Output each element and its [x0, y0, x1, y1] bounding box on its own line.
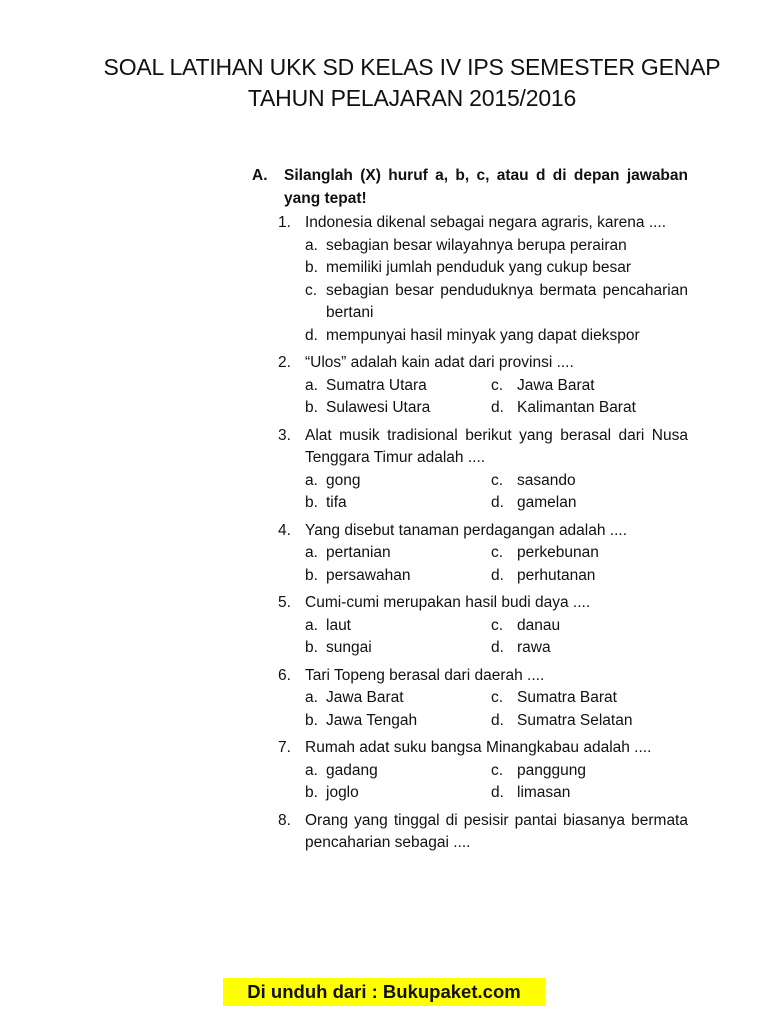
question-number: 6. [278, 666, 291, 684]
question-text: Yang disebut tanaman perdagangan adalah .... [305, 521, 628, 539]
question-8 [252, 810, 688, 855]
option-letter: d. [305, 326, 318, 344]
option-text: danau [517, 616, 561, 634]
option-a [305, 542, 491, 565]
option-b [305, 782, 491, 805]
option-a [305, 687, 491, 710]
option-grid [305, 470, 688, 515]
question-3 [252, 425, 688, 515]
option-c [305, 280, 688, 325]
option-a [305, 470, 491, 493]
question-number: 1. [278, 214, 291, 231]
option-letter: d. [491, 639, 504, 656]
question-number: 8. [278, 811, 291, 829]
option-a [305, 375, 491, 398]
option-letter: c. [491, 544, 504, 561]
question-7 [252, 737, 688, 805]
option-letter: a. [305, 236, 318, 254]
document-title [0, 52, 768, 114]
option-list [305, 235, 688, 348]
option-b [305, 492, 491, 515]
option-c [491, 470, 691, 493]
question-1 [252, 212, 688, 347]
option-letter: b. [305, 494, 318, 511]
question-text: Alat musik tradisional berikut yang berasal dari Nusa Tenggara Timur adalah .... [305, 426, 688, 466]
option-d [491, 565, 691, 588]
section-a [252, 165, 688, 855]
option-b [305, 565, 491, 588]
option-letter: c. [491, 689, 504, 706]
question-text: Orang yang tinggal di pesisir pantai biasanya bermata pencaharian sebagai .... [305, 811, 688, 851]
option-text: gong [326, 471, 361, 489]
option-a [305, 235, 688, 258]
option-c [491, 542, 691, 565]
option-text: tifa [326, 494, 347, 511]
option-letter: b. [305, 784, 318, 801]
option-text: sasando [517, 471, 576, 489]
option-letter: d. [491, 494, 504, 511]
option-text: pertanian [326, 544, 391, 561]
option-text: sebagian besar wilayahnya berupa perairan [326, 236, 627, 254]
option-letter: a. [305, 471, 318, 489]
question-4 [252, 520, 688, 588]
option-a [305, 760, 491, 783]
option-letter: a. [305, 761, 318, 779]
option-grid [305, 615, 688, 660]
option-c [491, 375, 691, 398]
question-text: Rumah adat suku bangsa Minangkabau adalah .... [305, 739, 652, 756]
option-text: perkebunan [517, 544, 599, 561]
option-letter: c. [491, 376, 504, 394]
option-text: rawa [517, 639, 551, 656]
question-text: Cumi-cumi merupakan hasil budi daya .... [305, 594, 591, 611]
question-number: 7. [278, 739, 291, 756]
question-text: “Ulos” adalah kain adat dari provinsi .... [305, 354, 574, 371]
option-d [491, 637, 691, 660]
option-text: persawahan [326, 566, 411, 584]
title-line-1: SOAL LATIHAN UKK SD KELAS IV IPS SEMESTER GENAP [103, 54, 721, 80]
option-letter: d. [491, 399, 504, 416]
option-grid [305, 687, 688, 732]
option-letter: d. [491, 566, 504, 584]
option-letter: c. [491, 616, 504, 634]
question-text: Indonesia dikenal sebagai negara agraris, karena .... [305, 214, 667, 231]
section-letter: A. [252, 167, 268, 184]
footer-text: Di unduh dari : Bukupaket.com [247, 981, 521, 1002]
question-5 [252, 592, 688, 660]
option-c [491, 615, 691, 638]
option-text: joglo [326, 784, 359, 801]
option-a [305, 615, 491, 638]
option-b [305, 710, 491, 733]
question-text: Tari Topeng berasal dari daerah .... [305, 666, 545, 684]
option-d [491, 397, 691, 420]
option-text: sungai [326, 639, 372, 656]
option-text: perhutanan [517, 566, 596, 584]
option-text: gamelan [517, 494, 577, 511]
option-text: Jawa Tengah [326, 711, 418, 729]
option-d [305, 325, 688, 348]
option-text: Jawa Barat [326, 689, 404, 706]
question-number: 4. [278, 521, 291, 539]
download-source-banner [223, 978, 545, 1006]
option-letter: b. [305, 259, 318, 276]
option-b [305, 637, 491, 660]
option-grid [305, 760, 688, 805]
option-b [305, 397, 491, 420]
option-text: Sulawesi Utara [326, 399, 431, 416]
question-number: 3. [278, 426, 291, 444]
option-d [491, 710, 691, 733]
option-letter: a. [305, 544, 318, 561]
title-line-2: TAHUN PELAJARAN 2015/2016 [247, 85, 577, 111]
option-text: Sumatra Barat [517, 689, 617, 706]
option-letter: a. [305, 689, 318, 706]
option-letter: d. [491, 711, 504, 729]
option-grid [305, 375, 688, 420]
option-letter: c. [305, 281, 318, 299]
option-letter: d. [491, 784, 504, 801]
option-letter: b. [305, 399, 318, 416]
option-letter: a. [305, 616, 318, 634]
option-text: mempunyai hasil minyak yang dapat diekspor [326, 326, 640, 344]
option-text: Sumatra Utara [326, 376, 427, 394]
question-number: 5. [278, 594, 291, 611]
option-c [491, 687, 691, 710]
option-text: gadang [326, 761, 378, 779]
option-letter: a. [305, 376, 318, 394]
option-text: panggung [517, 761, 586, 779]
option-text: memiliki jumlah penduduk yang cukup besar [326, 259, 631, 276]
option-text: Jawa Barat [517, 376, 595, 394]
option-d [491, 782, 691, 805]
option-c [491, 760, 691, 783]
option-letter: b. [305, 639, 318, 656]
option-letter: c. [491, 761, 504, 779]
option-grid [305, 542, 688, 587]
question-6 [252, 665, 688, 733]
option-b [305, 257, 688, 280]
option-text: Sumatra Selatan [517, 711, 633, 729]
option-letter: b. [305, 566, 318, 584]
option-letter: c. [491, 471, 504, 489]
question-number: 2. [278, 354, 291, 371]
section-instruction [252, 165, 688, 210]
option-d [491, 492, 691, 515]
option-text: Kalimantan Barat [517, 399, 636, 416]
instruction-text: Silanglah (X) huruf a, b, c, atau d di depan jawaban yang tepat! [284, 167, 688, 207]
option-letter: b. [305, 711, 318, 729]
option-text: limasan [517, 784, 571, 801]
question-2 [252, 352, 688, 420]
option-text: laut [326, 616, 351, 634]
option-text: sebagian besar penduduknya bermata pencaharian bertani [326, 281, 688, 321]
